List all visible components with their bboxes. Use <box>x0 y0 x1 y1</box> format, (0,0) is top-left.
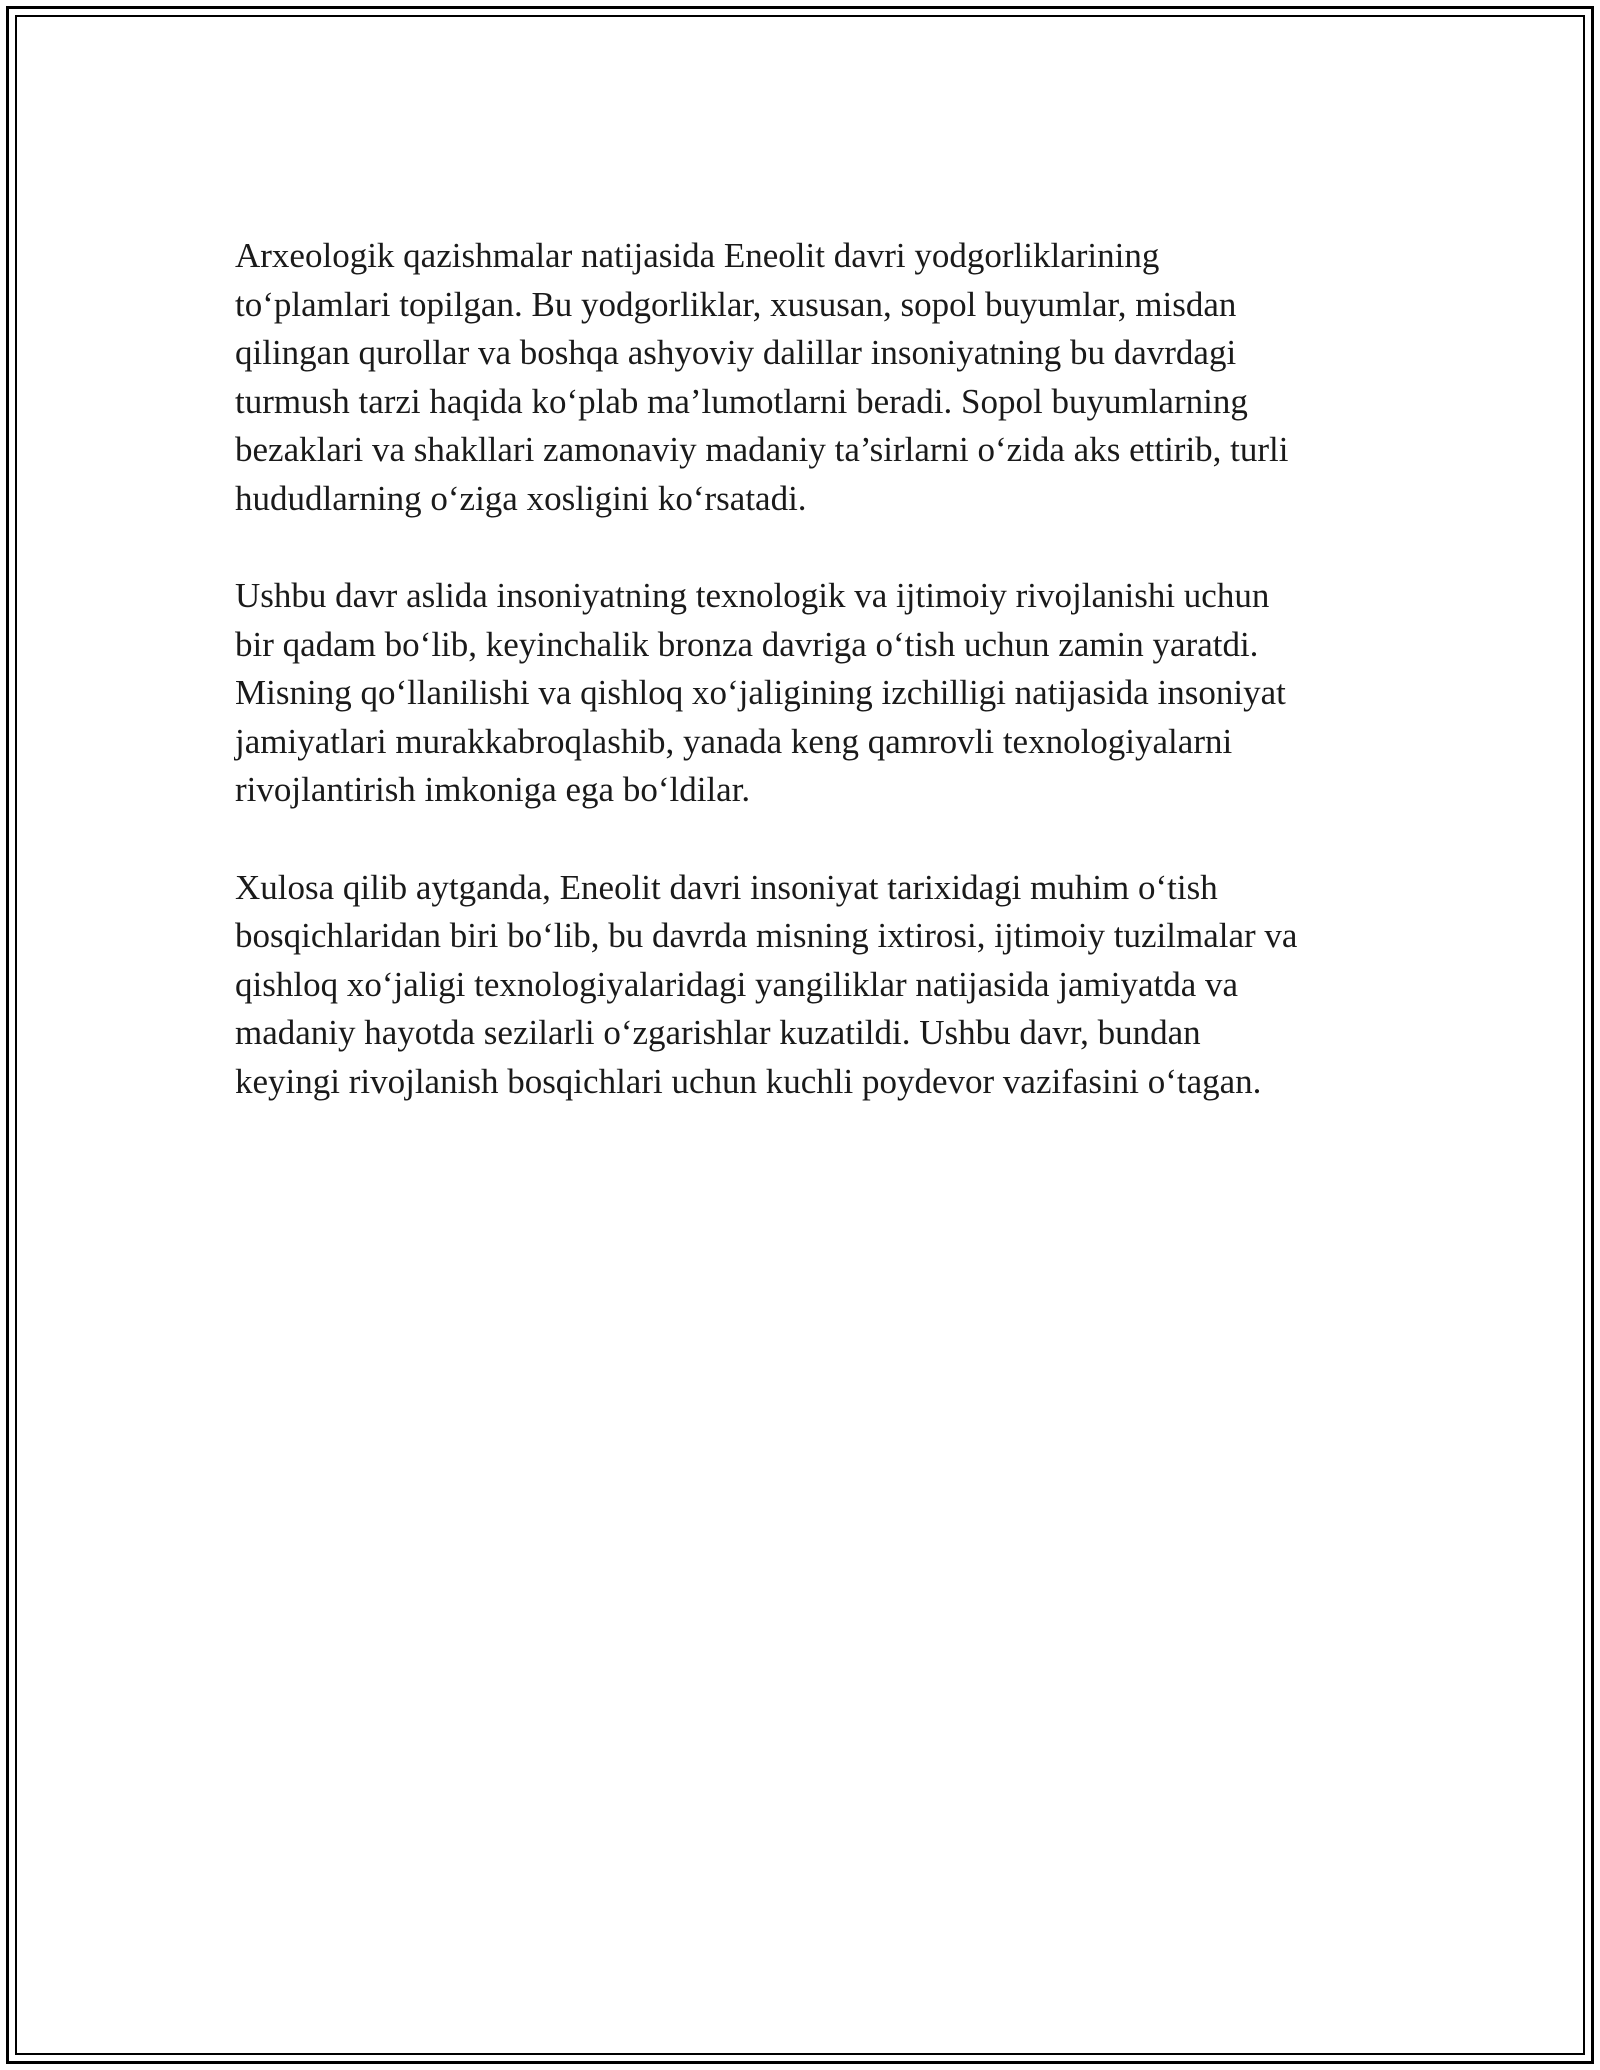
paragraph-3: Xulosa qilib aytganda, Eneolit davri insoniyat tarixidagi muhim o‘tish bosqichlaridan biri bo‘lib, bu davrda misning ixtirosi, ijtimoiy tuzilmalar va qishloq xo‘jaligi texnologiyalaridagi yangiliklar natijasida jamiyatda va madaniy hayotda sezilarli o‘zgarishlar kuzatildi. Ushbu davr, bundan keyingi rivojlanish bosqichlari uchun kuchli poydevor vazifasini o‘tagan. <box>235 867 1298 1101</box>
document-body <box>235 232 1355 1155</box>
paragraph-1: Arxeologik qazishmalar natijasida Eneolit davri yodgorliklarining to‘plamlari topilgan. Bu yodgorliklar, xususan, sopol buyumlar, misdan qilingan qurollar va boshqa ashyoviy dalillar insoniyatning bu davrdagi turmush tarzi haqida ko‘plab ma’lumotlarni beradi. Sopol buyumlarning bezaklari va shakllari zamonaviy madaniy ta’sirlarni o‘zida aks ettirib, turli hududlarning o‘ziga xosligini ko‘rsatadi. <box>235 236 1289 518</box>
paragraph-2: Ushbu davr aslida insoniyatning texnologik va ijtimoiy rivojlanishi uchun bir qadam bo‘lib, keyinchalik bronza davriga o‘tish uchun zamin yaratdi. Misning qo‘llanilishi va qishloq xo‘jaligining izchilligi natijasida insoniyat jamiyatlari murakkabroqlashib, yanada keng qamrovli texnologiyalarni rivojlantirish imkoniga ega bo‘ldilar. <box>235 576 1286 809</box>
